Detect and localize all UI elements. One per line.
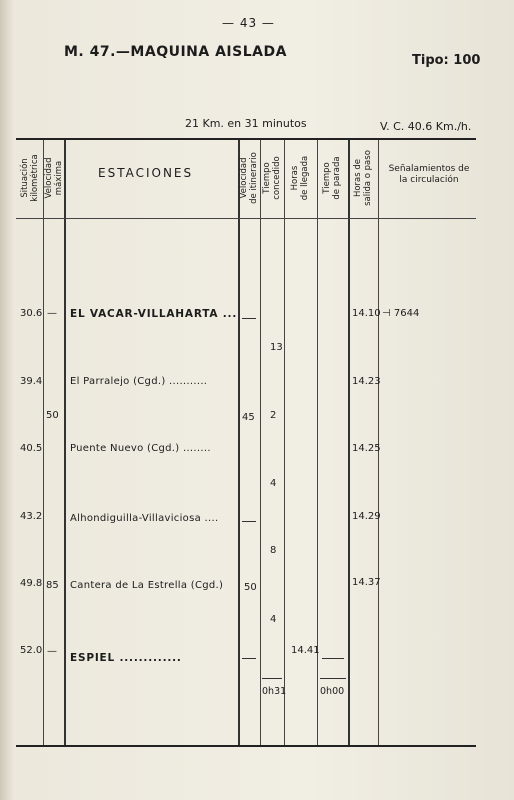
header-horas-salida: Horas de salida o paso: [353, 150, 373, 206]
total-tiempo-parada: 0h00: [320, 686, 345, 697]
row-vmax: —: [47, 308, 57, 319]
col-rule: [348, 140, 350, 745]
header-tiempo-parada: Tiempo de parada: [322, 156, 342, 200]
col-rule: [43, 140, 44, 745]
signal-note: ⊣ 7644: [382, 308, 420, 319]
row-dash: [322, 658, 344, 659]
interval-vmax: 50: [46, 410, 59, 421]
tipo-label: Tipo: 100: [412, 53, 481, 68]
station-name: Alhondiguilla-Villaviciosa ....: [70, 513, 219, 524]
interval-vitin: 50: [244, 582, 257, 593]
total-rule: [262, 678, 282, 679]
departure-time: 14.10: [352, 308, 381, 319]
header-tiempo-concedido: Tiempo concedido: [262, 156, 282, 200]
row-dash: [242, 318, 256, 319]
interval-tiempo: 4: [270, 614, 277, 625]
row-km: 40.5: [20, 443, 43, 454]
header-estaciones: ESTACIONES: [98, 166, 194, 180]
row-km: 39.4: [20, 376, 43, 387]
header-velocidad-itinerario: Velocidad de itinerario: [239, 152, 259, 204]
row-vmax: 85: [46, 580, 59, 591]
arrival-time: 14.41: [291, 645, 320, 656]
departure-time: 14.23: [352, 376, 381, 387]
page-number: — 43 —: [222, 16, 275, 30]
distance-time-summary: 21 Km. en 31 minutos: [185, 117, 307, 130]
row-vmax: —: [47, 646, 57, 657]
col-rule: [284, 140, 285, 745]
row-km: 43.2: [20, 511, 43, 522]
interval-tiempo: 8: [270, 545, 277, 556]
row-km: 49.8: [20, 578, 43, 589]
departure-time: 14.37: [352, 577, 381, 588]
timetable: [16, 138, 476, 747]
timetable-title: M. 47.—MAQUINA AISLADA: [64, 44, 287, 60]
departure-time: 14.25: [352, 443, 381, 454]
col-rule: [238, 140, 240, 745]
interval-tiempo: 4: [270, 478, 277, 489]
station-name: ESPIEL .............: [70, 652, 182, 664]
total-tiempo-concedido: 0h31: [262, 686, 287, 697]
departure-time: 14.29: [352, 511, 381, 522]
row-dash: [242, 658, 256, 659]
col-rule: [64, 140, 66, 745]
header-horas-llegada: Horas de llegada: [290, 155, 310, 201]
row-km: 52.0: [20, 645, 43, 656]
station-name: El Parralejo (Cgd.) ...........: [70, 376, 208, 387]
row-dash: [242, 521, 256, 522]
row-km: 30.6: [20, 308, 43, 319]
interval-tiempo: 13: [270, 342, 283, 353]
header-velocidad-maxima: Velocidad máxima: [44, 157, 64, 199]
station-name: EL VACAR-VILLAHARTA ...: [70, 308, 238, 320]
col-rule: [260, 140, 261, 745]
station-name: Puente Nuevo (Cgd.) ........: [70, 443, 211, 454]
interval-tiempo: 2: [270, 410, 277, 421]
interval-vitin: 45: [242, 412, 255, 423]
header-senalamientos: Señalamientos de la circulación: [388, 164, 470, 185]
total-rule: [320, 678, 346, 679]
header-situacion: Situación kilométrica: [20, 154, 40, 202]
station-name: Cantera de La Estrella (Cgd.): [70, 580, 224, 591]
average-speed: V. C. 40.6 Km./h.: [380, 120, 472, 133]
header-rule: [16, 218, 476, 219]
